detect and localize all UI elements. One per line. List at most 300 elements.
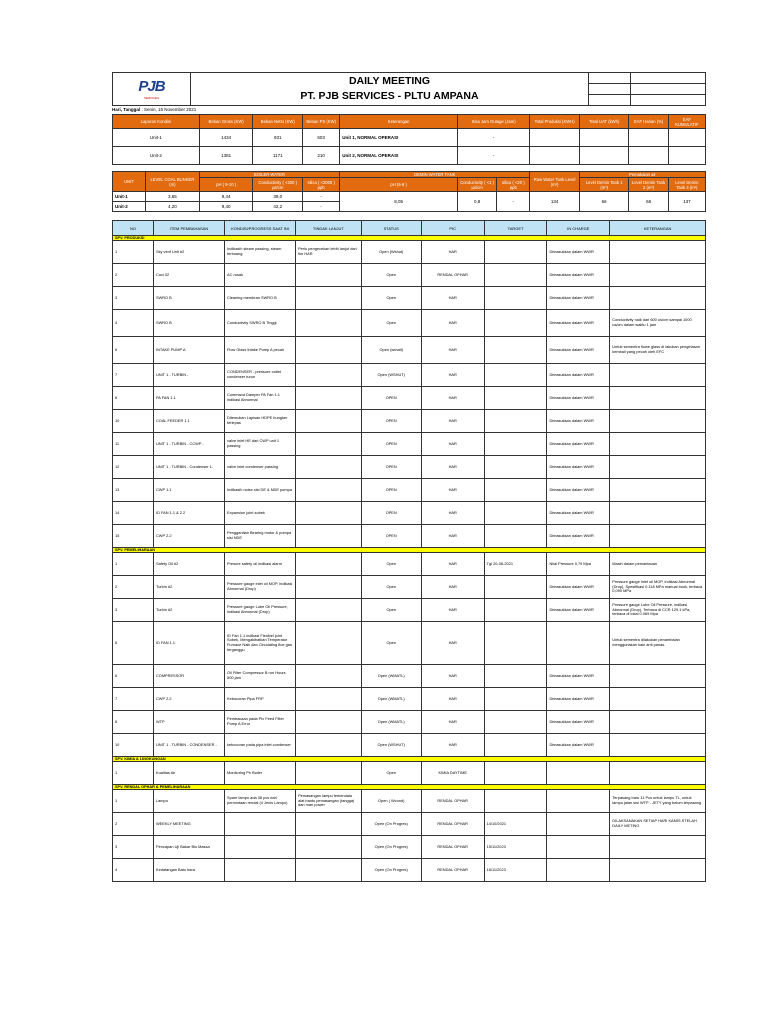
- item-status: OPEN: [361, 433, 421, 456]
- item-keterangan: [610, 241, 706, 264]
- item-keterangan: Conductivity naik dari 600 us/cm sampai 1000 us/cm dalam waktu 1 jam: [610, 310, 706, 337]
- unit-name: Unit-1: [113, 129, 200, 147]
- unit-name: Unit-2: [113, 147, 200, 165]
- item-pic: HAR: [421, 387, 484, 410]
- item-no: 12: [113, 456, 154, 479]
- col-boiler-cond: Conductivity ( <200 ) µs/cm: [253, 178, 303, 192]
- unit-uat: [579, 147, 629, 165]
- item-no: 7: [113, 364, 154, 387]
- item-pic: HAR: [421, 711, 484, 734]
- table-row: [113, 576, 706, 599]
- item-pic: HAR: [421, 688, 484, 711]
- item-status: Open (WSHUT): [361, 364, 421, 387]
- doc-info-cell: [631, 84, 706, 95]
- item-pic: HAR: [421, 364, 484, 387]
- demin-tank3: 137: [668, 192, 705, 212]
- item-kondisi: Ditemukan Lapisan HDPE bungker terlepas: [225, 410, 296, 433]
- item-status: Open: [361, 553, 421, 576]
- doc-info-cell: [589, 95, 631, 106]
- item-pembahasan: ID FAN 1.1: [153, 622, 224, 665]
- item-tindak-lanjut: [296, 711, 362, 734]
- col-tindak-lanjut: TINDAK LANJUT: [296, 221, 362, 236]
- table-row: [113, 456, 706, 479]
- title-line1: DAILY MEETING: [348, 75, 431, 87]
- date-label: Hari, Tanggal: [112, 107, 141, 112]
- item-in-charge: Dimasukkan dalam WWR: [547, 734, 610, 757]
- item-kondisi: Presure safety oil indikasi alarm: [225, 553, 296, 576]
- item-status: OPEN: [361, 479, 421, 502]
- item-pic: HAR: [421, 576, 484, 599]
- item-keterangan: [610, 525, 706, 548]
- item-pic: HAR: [421, 599, 484, 622]
- item-keterangan: [610, 479, 706, 502]
- table-row: [113, 762, 706, 785]
- item-pic: HAR: [421, 287, 484, 310]
- item-keterangan: [610, 665, 706, 688]
- table-row: [113, 337, 706, 364]
- item-kondisi: Flow Glass Intake Pump A pecah: [225, 337, 296, 364]
- table-row: [113, 553, 706, 576]
- item-keterangan: [610, 364, 706, 387]
- item-tindak-lanjut: [296, 387, 362, 410]
- item-tindak-lanjut: [296, 836, 362, 859]
- item-no: 10: [113, 734, 154, 757]
- table-row: [113, 688, 706, 711]
- unit-table: [112, 114, 706, 165]
- logo-mark: PJB: [138, 78, 165, 95]
- item-keterangan: [610, 502, 706, 525]
- demin-tank1: 66: [579, 192, 629, 212]
- doc-info-cell: [631, 73, 706, 84]
- col-no: NO: [113, 221, 154, 236]
- item-status: Open: [361, 599, 421, 622]
- item-keterangan: Pressure gauge Lube Oil Pressure, indikasi Abnormal (Drop), Terbaca di CCR 129.1 kPa, terbaca di lokal 0.069 Mpa: [610, 599, 706, 622]
- item-target: [484, 622, 547, 665]
- item-no: 8: [113, 711, 154, 734]
- logo: [113, 73, 191, 106]
- unit-eafk: [668, 129, 705, 147]
- col-beban-gross: Beban Gross (KW): [199, 115, 253, 129]
- item-tindak-lanjut: Pemasangan lampu terkendala alat bantu pemasangan (tangga) dan man power: [296, 790, 362, 813]
- item-target: [484, 337, 547, 364]
- unit-prod: [530, 129, 580, 147]
- water-level: 3,65: [146, 192, 200, 202]
- item-in-charge: [547, 859, 610, 882]
- item-pic: HAR: [421, 622, 484, 665]
- item-tindak-lanjut: [296, 576, 362, 599]
- table-row: [113, 241, 706, 264]
- item-status: Open: [361, 287, 421, 310]
- item-pembahasan: WEEKLY MEETING: [153, 813, 224, 836]
- col-status: STATUS: [361, 221, 421, 236]
- item-pembahasan: INTAKE PUMP A: [153, 337, 224, 364]
- item-target: [484, 762, 547, 785]
- item-in-charge: Dimasukkan dalam WWR: [547, 525, 610, 548]
- unit-keterangan: Unit 1, NORMAL OPERASI: [340, 129, 458, 147]
- item-keterangan: Untuk sementra flowe glass di lakukan pengelasan kembali yang pecah oleh EFC: [610, 337, 706, 364]
- col-keterangan: KETERANGAN: [610, 221, 706, 236]
- item-tindak-lanjut: [296, 433, 362, 456]
- item-kondisi: Indikasih noise sisi DE & NDE pompa: [225, 479, 296, 502]
- item-status: Open (wmatl): [361, 337, 421, 364]
- col-total-uat: Total UAT (kWh): [579, 115, 629, 129]
- item-target: [484, 410, 547, 433]
- table-row: [113, 836, 706, 859]
- item-tindak-lanjut: [296, 264, 362, 287]
- item-keterangan: [610, 762, 706, 785]
- item-no: 1: [113, 762, 154, 785]
- table-row: [113, 502, 706, 525]
- item-kondisi: Pressure gauge inlet oil MOP, indikasi Abnormal (Drop): [225, 576, 296, 599]
- col-eaf-kumulatif: EAF KUMULATIF: [668, 115, 705, 129]
- col-pemakaian: Pemakaian air: [579, 172, 705, 178]
- col-tank2: Level Demin Tank 2 (m³): [629, 178, 668, 192]
- item-pembahasan: SWRO B: [153, 310, 224, 337]
- item-target: [484, 433, 547, 456]
- item-pembahasan: Lampu: [153, 790, 224, 813]
- item-kondisi: Kebocoran Pipa FRP: [225, 688, 296, 711]
- demin-silica: -: [497, 192, 530, 212]
- unit-gross: 1434: [199, 129, 253, 147]
- item-in-charge: Dimasukkan dalam WWR: [547, 665, 610, 688]
- item-status: OPEN: [361, 525, 421, 548]
- item-kondisi: Expansion joint sobek: [225, 502, 296, 525]
- item-keterangan: [610, 688, 706, 711]
- item-pembahasan: UNIT 1 - TURBIN - CONDENSER -: [153, 734, 224, 757]
- item-status: Open ( Wcond): [361, 790, 421, 813]
- table-row: [113, 433, 706, 456]
- item-pembahasan: PA FAN 1.1: [153, 387, 224, 410]
- col-tank3: Level Demin Tank 3 (m³): [668, 178, 705, 192]
- item-status: Open (Wshut): [361, 241, 421, 264]
- item-keterangan: [610, 836, 706, 859]
- unit-ps: 210: [303, 147, 340, 165]
- item-pembahasan: UNIT 1 - TURBIN - Condenser 1-: [153, 456, 224, 479]
- item-in-charge: Dimasukkan dalam WWR: [547, 433, 610, 456]
- col-demin-ph: pH (6-8 ): [340, 178, 458, 192]
- unit-eaf: [629, 129, 668, 147]
- item-pic: RENDAL OPHAR: [421, 813, 484, 836]
- item-pic: RENDAL OPHAR: [421, 859, 484, 882]
- logo-subtext: SERVICES: [143, 96, 160, 100]
- item-no: 15: [113, 525, 154, 548]
- item-target: [484, 310, 547, 337]
- item-status: OPEN: [361, 456, 421, 479]
- table-row: [113, 859, 706, 882]
- item-keterangan: [610, 387, 706, 410]
- item-target: [484, 734, 547, 757]
- item-no: 2: [113, 264, 154, 287]
- item-keterangan: Untuk sementra dilakukan penambalan menggunakan kain anti panas.: [610, 622, 706, 665]
- item-target: [484, 576, 547, 599]
- item-in-charge: Dimasukkan dalam WWR: [547, 479, 610, 502]
- item-pembahasan: Cuci 02: [153, 264, 224, 287]
- water-unit: Unit-1: [113, 192, 146, 202]
- water-unit: Unit-2: [113, 202, 146, 212]
- item-status: Open (WMATL): [361, 665, 421, 688]
- item-pic: HAR: [421, 553, 484, 576]
- col-in-charge: IN CHARGE: [547, 221, 610, 236]
- item-target: [484, 387, 547, 410]
- item-kondisi: [225, 813, 296, 836]
- table-row: [113, 479, 706, 502]
- unit-netto: 1171: [253, 147, 303, 165]
- col-total-produksi: Total Produksi (KWH): [530, 115, 580, 129]
- item-pembahasan: CWP 2.2: [153, 688, 224, 711]
- item-tindak-lanjut: [296, 479, 362, 502]
- item-no: 4: [113, 859, 154, 882]
- header-table: [112, 72, 706, 106]
- col-laporan: Laporan Kondisi: [113, 115, 200, 129]
- item-kondisi: ID Fan 1.1 indikasi Flexibel joint Sobek, Mengakibatkan Temperatur Furnace Naik dan Circulating flue gas terganggu: [225, 622, 296, 665]
- item-target: [484, 479, 547, 502]
- item-pembahasan: Sky vent Unit #2: [153, 241, 224, 264]
- item-pembahasan: UNIT 1 - TURBIN - CCWP -: [153, 433, 224, 456]
- item-target: [484, 525, 547, 548]
- item-tindak-lanjut: [296, 665, 362, 688]
- item-pic: HAR: [421, 241, 484, 264]
- item-kondisi: Command Damper PA Fan 1.1 indikasi Abnormal: [225, 387, 296, 410]
- item-in-charge: Dimasukkan dalam WWR: [547, 264, 610, 287]
- item-no: 3: [113, 836, 154, 859]
- item-keterangan: Terpasang baru 11 Pcs untuk lampu TL, untuk lampu jalan sisi WTP - JETY yang belum terpasang: [610, 790, 706, 813]
- date-value: : Senin, 15 November 2021: [141, 107, 197, 112]
- water-silica: -: [303, 202, 340, 212]
- table-row: [113, 364, 706, 387]
- item-in-charge: Dimasukkan dalam WWR: [547, 502, 610, 525]
- item-pembahasan: Safety Oil #2: [153, 553, 224, 576]
- item-keterangan: [610, 711, 706, 734]
- items-table: [112, 220, 706, 882]
- doc-info-cell: [589, 73, 631, 84]
- item-kondisi: Indikasih steam passing, steam terbuang: [225, 241, 296, 264]
- item-no: 4: [113, 310, 154, 337]
- item-tindak-lanjut: [296, 553, 362, 576]
- item-no: 14: [113, 502, 154, 525]
- col-demin-water: DEMIN WATER TANK: [340, 172, 530, 178]
- item-keterangan: [610, 859, 706, 882]
- item-no: 11: [113, 433, 154, 456]
- col-beban-ps: Beban PS (KW): [303, 115, 340, 129]
- item-status: Open: [361, 576, 421, 599]
- item-in-charge: [547, 622, 610, 665]
- table-row: [113, 622, 706, 665]
- item-in-charge: [547, 790, 610, 813]
- col-eaf-harian: EAF Harian (%): [629, 115, 668, 129]
- table-row: [113, 813, 706, 836]
- item-no: 1: [113, 241, 154, 264]
- table-row: [113, 711, 706, 734]
- unit-sisa: -: [458, 129, 530, 147]
- item-pic: HAR: [421, 456, 484, 479]
- water-level: 4,20: [146, 202, 200, 212]
- item-target: [484, 241, 547, 264]
- item-kondisi: [225, 836, 296, 859]
- col-raw-water: Raw Water Tank Level (m³): [530, 172, 580, 192]
- col-kondisi: KONDISI/PROGRESS SAAT INI: [225, 221, 296, 236]
- item-tindak-lanjut: [296, 337, 362, 364]
- item-tindak-lanjut: [296, 734, 362, 757]
- item-no: 1: [113, 790, 154, 813]
- item-pembahasan: Pencapan Uji Bakar Bio Massa: [153, 836, 224, 859]
- item-target: [484, 364, 547, 387]
- table-row: [113, 287, 706, 310]
- item-target: [484, 711, 547, 734]
- item-pic: HAR: [421, 479, 484, 502]
- water-ph: 9,44: [199, 192, 253, 202]
- item-in-charge: Dimasukkan dalam WWR: [547, 711, 610, 734]
- section-title: SPV. KIMIA & LINGKUNGAN: [113, 757, 706, 762]
- item-kondisi: CONDENSER - pressure outlet condenser turun: [225, 364, 296, 387]
- col-pic: PIC: [421, 221, 484, 236]
- item-tindak-lanjut: [296, 813, 362, 836]
- table-row: [113, 734, 706, 757]
- item-in-charge: Dimasukkan dalam WWR: [547, 387, 610, 410]
- title-line2: PT. PJB SERVICES - PLTU AMPANA: [300, 90, 479, 102]
- item-target: 14/10/2021: [484, 813, 547, 836]
- item-status: Open (On Progres): [361, 836, 421, 859]
- unit-eaf: [629, 147, 668, 165]
- table-row: [113, 599, 706, 622]
- item-pic: HAR: [421, 525, 484, 548]
- item-in-charge: Dimasukkan dalam WWR: [547, 310, 610, 337]
- unit-eafk: [668, 147, 705, 165]
- col-beban-netto: Beban Netto (KW): [253, 115, 303, 129]
- item-pic: HAR: [421, 734, 484, 757]
- item-keterangan: Masih dalam pemantauan: [610, 553, 706, 576]
- item-keterangan: [610, 410, 706, 433]
- item-kondisi: Pressure gauge Lube Oil Pressure, indikasi Abnormal (Drop): [225, 599, 296, 622]
- item-pembahasan: Kualitas Air: [153, 762, 224, 785]
- item-target: [484, 287, 547, 310]
- demin-ph: 8,05: [340, 192, 458, 212]
- demin-cond: 0,8: [458, 192, 497, 212]
- item-no: 1: [113, 553, 154, 576]
- item-target: [484, 456, 547, 479]
- daily-meeting-sheet: [112, 72, 706, 882]
- water-cond: 39,0: [253, 192, 303, 202]
- col-boiler-silica: silica ( <2000 ) ppb: [303, 178, 340, 192]
- unit-gross: 1381: [199, 147, 253, 165]
- col-demin-cond: Conductivity ( <1 ) µs/cm: [458, 178, 497, 192]
- item-no: 6: [113, 337, 154, 364]
- item-tindak-lanjut: Perlu pengecekan lebih lanjut dari tim HAR: [296, 241, 362, 264]
- item-tindak-lanjut: [296, 364, 362, 387]
- section-title: SPV. RENDAL OPHAR & PEMELIHARAAN: [113, 785, 706, 790]
- item-pic: HAR: [421, 410, 484, 433]
- item-no: 10: [113, 410, 154, 433]
- col-tank1: Level Demin Tank 1 (m³): [579, 178, 629, 192]
- table-row: [113, 387, 706, 410]
- item-pembahasan: WTP: [153, 711, 224, 734]
- item-tindak-lanjut: [296, 859, 362, 882]
- item-tindak-lanjut: [296, 688, 362, 711]
- unit-prod: [530, 147, 580, 165]
- table-row: [113, 525, 706, 548]
- table-row: [113, 310, 706, 337]
- item-status: Open (On Progres): [361, 859, 421, 882]
- item-in-charge: [547, 813, 610, 836]
- unit-row: [113, 129, 706, 147]
- table-row: [113, 665, 706, 688]
- section-title: SPV. PRODUKSI: [113, 236, 706, 241]
- unit-netto: 931: [253, 129, 303, 147]
- item-keterangan: [610, 287, 706, 310]
- item-status: Open: [361, 622, 421, 665]
- item-kondisi: valve inlet HE dari CWP unit 1 passing: [225, 433, 296, 456]
- unit-ps: 503: [303, 129, 340, 147]
- item-pic: KIMIA DAYTIME: [421, 762, 484, 785]
- col-keterangan: Keterangan: [340, 115, 458, 129]
- item-target: [484, 264, 547, 287]
- item-keterangan: [610, 456, 706, 479]
- item-no: 5: [113, 622, 154, 665]
- table-row: [113, 790, 706, 813]
- item-pic: HAR: [421, 433, 484, 456]
- item-in-charge: Dimasukkan dalam WWR: [547, 337, 610, 364]
- unit-sisa: -: [458, 147, 530, 165]
- water-silica: -: [303, 192, 340, 202]
- col-target: TARGET: [484, 221, 547, 236]
- item-no: 7: [113, 688, 154, 711]
- col-item: ITEM PEMBAHASAN: [153, 221, 224, 236]
- item-kondisi: Pembacaan pada PIc Feed Filter Pump A Error: [225, 711, 296, 734]
- col-boiler-ph: pH ( 9-10 ): [199, 178, 253, 192]
- item-kondisi: Penggantian Bearing motor & pompa sisi NDE: [225, 525, 296, 548]
- item-pic: HAR: [421, 502, 484, 525]
- col-unit: UNIT: [113, 172, 146, 192]
- item-status: Open: [361, 310, 421, 337]
- item-in-charge: Dimasukkan dalam WWR: [547, 241, 610, 264]
- items-body: [113, 236, 706, 882]
- item-in-charge: Dimasukkan dalam WWR: [547, 364, 610, 387]
- item-tindak-lanjut: [296, 287, 362, 310]
- item-target: 15/11/2023: [484, 836, 547, 859]
- item-pic: RENDAL OPHAR: [421, 836, 484, 859]
- item-pembahasan: Turbin #2: [153, 599, 224, 622]
- item-pembahasan: Kedatangan Batu bara: [153, 859, 224, 882]
- col-demin-silica: silica ( <20 ) ppb: [497, 178, 530, 192]
- item-in-charge: Dimasukkan dalam WWR: [547, 287, 610, 310]
- item-pembahasan: ID FAN 1.1 & 2.2: [153, 502, 224, 525]
- item-in-charge: Dimasukkan dalam WWR: [547, 688, 610, 711]
- item-tindak-lanjut: [296, 762, 362, 785]
- item-status: Open: [361, 762, 421, 785]
- water-cond: 42,2: [253, 202, 303, 212]
- item-status: Open (WMATL): [361, 688, 421, 711]
- item-in-charge: Dimasukkan dalam WWR: [547, 599, 610, 622]
- item-in-charge: Dimasukkan dalam WWR: [547, 410, 610, 433]
- item-status: Open: [361, 264, 421, 287]
- item-status: Open (On Progres): [361, 813, 421, 836]
- item-tindak-lanjut: [296, 410, 362, 433]
- table-row: [113, 264, 706, 287]
- table-row: [113, 410, 706, 433]
- col-boiler-water: BOILER WATER: [199, 172, 339, 178]
- col-sisa-jam: Sisa Jam Outage (Jam): [458, 115, 530, 129]
- item-kondisi: Monitoring Ph Boiler: [225, 762, 296, 785]
- item-pembahasan: COMPRESSOR: [153, 665, 224, 688]
- unit-row: [113, 147, 706, 165]
- item-pembahasan: UNIT 1 - TURBIN -: [153, 364, 224, 387]
- raw-water-level: 134: [530, 192, 580, 212]
- item-kondisi: kebocoran pada pipa inlet condenser: [225, 734, 296, 757]
- item-status: OPEN: [361, 387, 421, 410]
- item-in-charge: [547, 836, 610, 859]
- item-in-charge: Nilai Pressure 0,79 Mpa: [547, 553, 610, 576]
- item-no: 2: [113, 576, 154, 599]
- demin-tank2: 66: [629, 192, 668, 212]
